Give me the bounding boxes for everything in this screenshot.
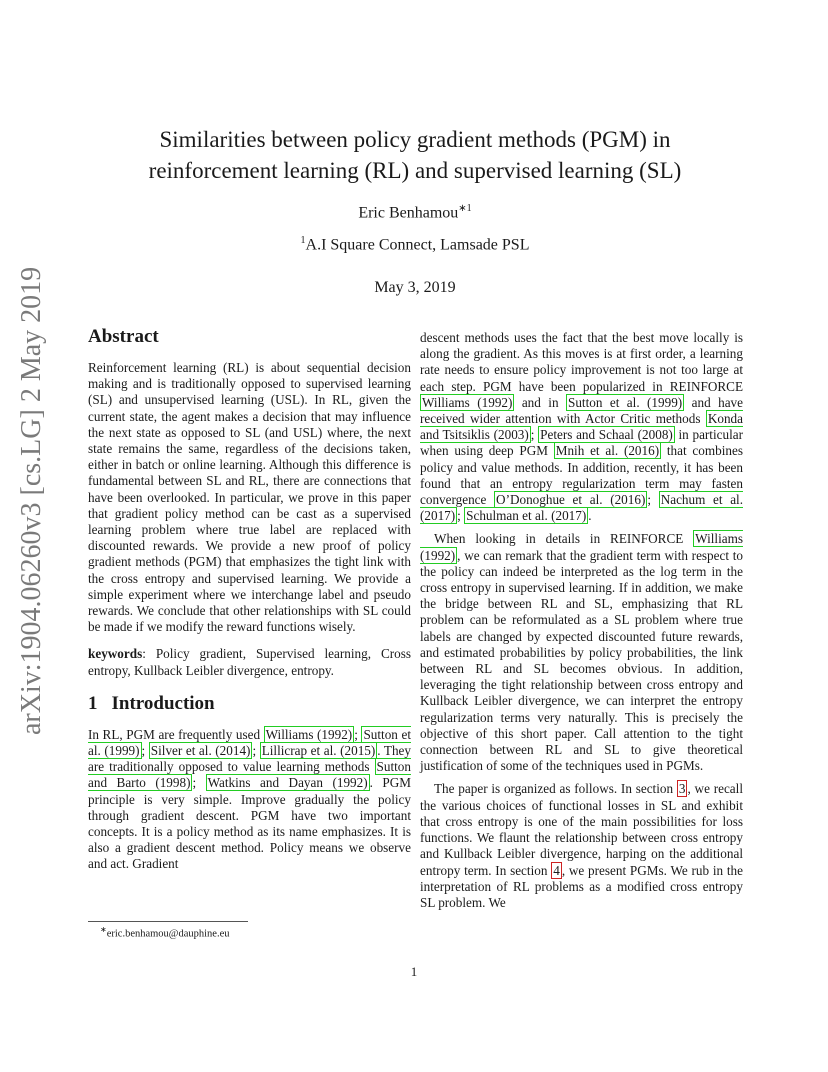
text-run: , we present PGMs. We rub in the interpretation of RL problems as a modified cross entropy SL problem. We: [420, 862, 743, 910]
text-run: , we can remark that the gradient term with respect to the policy can indeed be interpreted as the log term in the cross entropy in supervised learning. If in addition, we make the bridge between RL and SL, emphasizing that RL problem can be reformulated as a SL problem where true labels are changed by expected discounted future rewards, and estimated probabilities by policy probabilities, the link between RL and SL becomes obvious. In addition, leveraging the tight relationship between cross entropy and Kullback Leibler divergence, we can interpret the entropy regularization terms very naturally. This is precisely the objective of this short paper. Call attention to the tight connection between RL and SL to give theoretical justification of some of the techniques used in PGMs.: [420, 547, 743, 774]
citation-link[interactable]: Peters and Schaal (2008): [540, 427, 673, 443]
text-run: . PGM principle is very simple. Improve gradually the policy through gradient descent. PGM have two important concepts. It is a policy method as its name emphasizes. It is also a gradient descent method. Policy means we observe and act. Gradient: [88, 775, 411, 872]
citation-link[interactable]: Schulman et al. (2017): [466, 508, 587, 524]
keywords-label: keywords: [88, 646, 143, 662]
text-run: ;: [252, 743, 260, 759]
footnote-mark: ∗: [100, 925, 107, 934]
text-run: in particular when using deep PGM: [420, 427, 743, 459]
citation-link[interactable]: Watkins and Dayan (1992): [207, 775, 368, 791]
title-line-1: Similarities between policy gradient methods (PGM) in: [159, 127, 671, 152]
citation-link[interactable]: Sutton et al. (1999): [88, 726, 411, 759]
text-run: and have received wider attention with Actor Critic methods: [420, 394, 743, 427]
affiliation-line: [150, 235, 680, 254]
citation-link[interactable]: Williams (1992): [265, 726, 353, 742]
keywords-paragraph: [88, 646, 411, 678]
affiliation-mark: 1: [300, 235, 306, 246]
affiliation: A.I Square Connect, Lamsade PSL: [305, 236, 530, 254]
right-column: [420, 330, 743, 918]
section-number: 1: [88, 692, 98, 714]
keywords-text: : Policy gradient, Supervised learning, Cross entropy, Kullback Leibler divergence, entropy.: [88, 646, 411, 678]
text-run: and in: [514, 394, 566, 410]
section-title: Introduction: [111, 692, 215, 714]
citation-link[interactable]: Sutton et al. (1999): [567, 394, 683, 410]
arxiv-identifier-stamp: arXiv:1904.06260v3 [cs.LG] 2 May 2019: [16, 266, 47, 735]
abstract-heading: Abstract: [88, 326, 159, 347]
citation-link[interactable]: Williams (1992): [420, 531, 743, 563]
section-reference-link[interactable]: 3: [678, 781, 686, 797]
text-run: descent methods uses the fact that the best move locally is along the gradient. As this moves is at first order, a learning rate needs to ensure policy improvement is not too large at each step. PGM have been popularized in REINFORCE: [420, 330, 743, 394]
text-run: , we recall the various choices of functional losses in SL and exhibit that cross entropy is one of the main possibilities for loss functions. We flaunt the relationship between cross entropy and Kullback Leibler divergence, harping on the additional entropy term. In section: [420, 781, 743, 878]
intro-paragraph-2: [420, 531, 743, 774]
text-run: When looking in details in REINFORCE: [434, 531, 694, 547]
text-run: ;: [647, 492, 659, 508]
citation-link[interactable]: Konda and Tsitsiklis (2003): [420, 411, 743, 443]
citation-link[interactable]: Lillicrap et al. (2015): [261, 743, 376, 759]
intro-paragraph-1-continued: [420, 330, 743, 524]
section-reference-link[interactable]: 4: [553, 862, 560, 878]
intro-paragraph-1: [88, 727, 411, 873]
text-run: . They are traditionally opposed to value learning methods: [88, 743, 411, 775]
left-column: [88, 326, 411, 880]
text-run: ;: [141, 743, 149, 759]
text-run: ;: [530, 427, 539, 443]
citation-link[interactable]: Mnih et al. (2016): [555, 443, 660, 459]
intro-paragraph-3: [420, 781, 743, 911]
citation-link[interactable]: Silver et al. (2014): [150, 743, 251, 759]
footnote-divider: [88, 921, 248, 922]
text-run: The paper is organized as follows. In section: [434, 781, 677, 797]
text-run: that combines policy and value methods. In addition, recently, it has been found that an entropy regularization term may fasten convergence: [420, 443, 743, 508]
section-heading-introduction: [88, 693, 411, 715]
author-line: [150, 203, 680, 222]
footnote: [100, 925, 230, 940]
text-run: ;: [192, 775, 206, 791]
author-name: Eric Benhamou: [358, 204, 459, 222]
footnote-email[interactable]: eric.benhamou@dauphine.eu: [106, 928, 230, 940]
abstract-body: Reinforcement learning (RL) is about sequential decision making and is traditionally opposed to supervised learning (SL) and unsupervised learning (USL). In RL, given the current state, the agent makes a decision that may influence the next state as opposed to SL (and USL) where, the next state remains the same, regardless of the decisions taken, either in batch or online learning. Although this difference is fundamental between SL and RL, there are connections that have been overlooked. In particular, we prove in this paper that gradient policy method can be cast as a supervised learning problem where true label are replaced with discounted rewards. We provide a new proof of policy gradient methods (PGM) that emphasizes the tight link with the cross entropy and supervised learning. We provide a simple experiment where we interchange label and pseudo rewards. We conclude that other relationships with SL could be made if we modify the reward functions wisely.: [88, 360, 411, 635]
text-run: In RL, PGM are frequently used: [88, 726, 264, 742]
citation-link[interactable]: Williams (1992): [422, 394, 513, 410]
author-footnote-mark: ∗1: [458, 203, 472, 214]
text-run: .: [588, 508, 592, 524]
text-run: ;: [457, 508, 465, 524]
paper-title: [120, 124, 710, 186]
paper-date: May 3, 2019: [374, 279, 456, 296]
title-line-2: reinforcement learning (RL) and supervised learning (SL): [148, 158, 682, 183]
page-number: 1: [410, 964, 418, 979]
citation-link[interactable]: Nachum et al. (2017): [420, 492, 744, 524]
citation-link[interactable]: Sutton and Barto (1998): [88, 759, 411, 791]
text-run: ;: [354, 726, 362, 742]
citation-link[interactable]: O’Donoghue et al. (2016): [496, 492, 646, 508]
